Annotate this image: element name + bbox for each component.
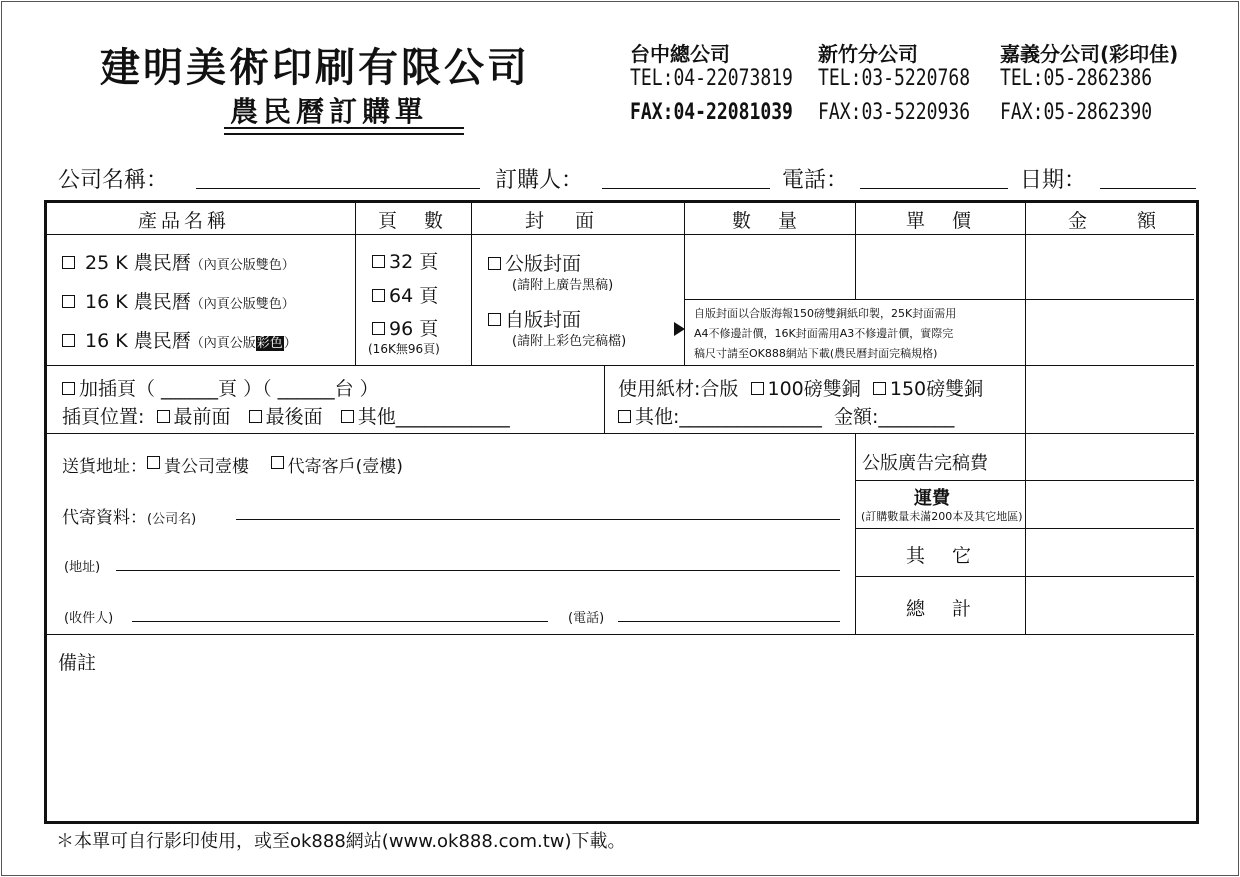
header-product: 產品名稱 xyxy=(138,210,231,232)
cover-desc-2: A4不修邊計價，16K封面需用A3不修邊計價，實際完 xyxy=(694,327,954,340)
col-line-3 xyxy=(684,203,685,365)
branch-taichung-fax: FAX:04-22081039 xyxy=(630,100,793,125)
row-line-header xyxy=(47,234,1194,235)
forward-recipient-label: (收件人) xyxy=(64,611,114,626)
row-line-remarks xyxy=(47,634,1194,635)
branch-chiayi-fax: FAX:05-2862390 xyxy=(1000,100,1153,125)
header-cover: 封 面 xyxy=(525,210,601,232)
row-line-insert xyxy=(47,433,1194,434)
col-line-insert xyxy=(604,365,605,433)
pages-32[interactable] xyxy=(372,247,438,274)
insert-pos-label: 插頁位置: xyxy=(62,406,145,428)
forward-phone-label: (電話) xyxy=(568,611,605,626)
checkbox-16k-color[interactable] xyxy=(62,334,75,347)
pages-96[interactable] xyxy=(372,314,438,341)
orderer-input[interactable] xyxy=(602,188,770,189)
footer-note: ＊本單可自行影印使用，或至ok888網站(www.ok888.com.tw)下載。 xyxy=(56,831,626,852)
delivery-line xyxy=(62,452,403,477)
branch-taichung-tel: TEL:04-22073819 xyxy=(630,66,793,91)
checkbox-insert[interactable] xyxy=(62,382,75,395)
date-label: 日期： xyxy=(1020,168,1087,193)
checkbox-25k[interactable] xyxy=(62,256,75,269)
checkbox-16k-duo[interactable] xyxy=(62,295,75,308)
delivery-option-1: 貴公司壹樓 xyxy=(164,457,249,477)
remarks-label: 備註 xyxy=(58,652,97,674)
product-row-25k[interactable] xyxy=(62,248,295,275)
checkbox-our-company[interactable] xyxy=(147,456,160,469)
row-line-products xyxy=(47,365,1194,366)
col-line-1 xyxy=(355,203,356,365)
checkbox-32[interactable] xyxy=(372,255,385,268)
product-note: （內頁公版 xyxy=(190,336,256,351)
branch-hsinchu-name: 新竹分公司 xyxy=(818,42,918,66)
pages-64[interactable] xyxy=(372,281,438,308)
row-line-desc xyxy=(684,299,1194,300)
paper-150: 150磅雙銅 xyxy=(889,378,984,400)
product-note: （內頁公版雙色） xyxy=(190,258,295,273)
branch-chiayi-name: 嘉義分公司(彩印佳) xyxy=(1000,42,1179,66)
col-line-5 xyxy=(1025,203,1026,634)
forward-phone-input[interactable] xyxy=(618,621,840,622)
color-highlight: 彩色 xyxy=(256,336,283,351)
cover-public-label: 公版封面 xyxy=(505,253,582,275)
paper-amount: 金額:________ xyxy=(834,406,955,428)
insert-pos-back: 最後面 xyxy=(265,406,323,428)
product-row-16k-duo[interactable] xyxy=(62,287,295,314)
checkbox-64[interactable] xyxy=(372,289,385,302)
forward-company-input[interactable] xyxy=(236,519,840,520)
date-input[interactable] xyxy=(1100,188,1196,189)
title-underline-2 xyxy=(224,133,464,135)
insert-label: 加插頁（ ______頁 ）（ ______台 ） xyxy=(79,378,379,400)
pages-label: 32 頁 xyxy=(389,251,439,273)
forward-title: 代寄資料： xyxy=(62,508,147,528)
col-line-4a xyxy=(855,203,856,299)
checkbox-150[interactable] xyxy=(873,382,886,395)
cover-desc-1: 自版封面以合版海報150磅雙銅紙印製，25K封面需用 xyxy=(694,307,957,320)
checkbox-paper-other[interactable] xyxy=(618,410,631,423)
forward-company-label: (公司名) xyxy=(147,512,197,527)
forward-label xyxy=(62,503,196,528)
orderer-label: 訂購人： xyxy=(495,168,584,193)
product-label: 16 K 農民曆 xyxy=(85,291,191,313)
checkbox-front[interactable] xyxy=(157,410,170,423)
company-name: 建明美術印刷有限公司 xyxy=(100,45,530,91)
fee-total-label: 總 計 xyxy=(906,598,976,620)
branch-hsinchu-tel: TEL:03-5220768 xyxy=(818,66,971,91)
product-label: 16 K 農民曆 xyxy=(85,330,191,352)
insert-position xyxy=(62,402,510,429)
header-quantity: 數 量 xyxy=(732,210,802,232)
checkbox-other[interactable] xyxy=(341,410,354,423)
title-underline-1 xyxy=(224,127,464,129)
insert-pos-other: 其他____________ xyxy=(357,406,510,428)
insert-pos-front: 最前面 xyxy=(173,406,231,428)
fee-shipping-note: (訂購數量未滿200本及其它地區) xyxy=(861,510,1023,523)
header-pages: 頁 數 xyxy=(378,210,448,232)
cover-desc-3: 稿尺寸請至OK888網站下載(農民曆封面完稿規格) xyxy=(694,347,938,360)
col-line-fee xyxy=(855,433,856,634)
paper-other: 其他:_______________ xyxy=(635,406,822,428)
pages-note: (16K無96頁) xyxy=(368,342,440,356)
fee-ad-label: 公版廣告完稿費 xyxy=(862,453,988,474)
paper-label: 使用紙材:合版 xyxy=(618,378,739,400)
pages-label: 64 頁 xyxy=(389,285,439,307)
checkbox-96[interactable] xyxy=(372,322,385,335)
product-note-end: ） xyxy=(283,336,297,351)
phone-input[interactable] xyxy=(860,188,1008,189)
cover-public-note: (請附上廣告黑稿) xyxy=(512,278,614,293)
cover-custom[interactable] xyxy=(488,305,581,332)
product-row-16k-color[interactable] xyxy=(62,326,297,353)
product-note: （內頁公版雙色） xyxy=(190,297,295,312)
paper-line xyxy=(618,374,983,401)
checkbox-100[interactable] xyxy=(751,382,764,395)
cover-custom-note: (請附上彩色完稿檔) xyxy=(512,334,627,349)
pages-label: 96 頁 xyxy=(389,318,439,340)
company-input[interactable] xyxy=(196,188,480,189)
col-line-2 xyxy=(471,203,472,365)
fee-other-label: 其 它 xyxy=(906,545,976,567)
branch-chiayi-tel: TEL:05-2862386 xyxy=(1000,66,1153,91)
checkbox-back[interactable] xyxy=(249,410,262,423)
checkbox-forward[interactable] xyxy=(271,456,284,469)
fee-shipping-label: 運費 xyxy=(914,488,950,509)
header-unit-price: 單 價 xyxy=(906,210,976,232)
arrow-icon xyxy=(674,322,685,336)
delivery-label: 送貨地址： xyxy=(62,457,147,477)
cover-public[interactable] xyxy=(488,249,581,276)
phone-label: 電話： xyxy=(782,168,849,193)
branch-hsinchu-fax: FAX:03-5220936 xyxy=(818,100,971,125)
company-label: 公司名稱： xyxy=(58,168,169,193)
checkbox-cover-public[interactable] xyxy=(488,257,501,270)
forward-address-label: (地址) xyxy=(64,560,101,575)
forward-recipient-input[interactable] xyxy=(132,621,548,622)
cover-custom-label: 自版封面 xyxy=(505,309,582,331)
paper-other-line xyxy=(618,402,954,429)
product-label: 25 K 農民曆 xyxy=(85,252,191,274)
checkbox-cover-custom[interactable] xyxy=(488,313,501,326)
form-title: 農民曆訂購單 xyxy=(230,95,429,128)
delivery-option-2: 代寄客戶(壹樓) xyxy=(287,457,403,477)
branch-taichung-name: 台中總公司 xyxy=(630,42,730,66)
paper-100: 100磅雙銅 xyxy=(767,378,861,400)
header-amount: 金 額 xyxy=(1068,210,1161,232)
forward-address-input[interactable] xyxy=(116,570,840,571)
insert-pages[interactable] xyxy=(62,374,379,401)
